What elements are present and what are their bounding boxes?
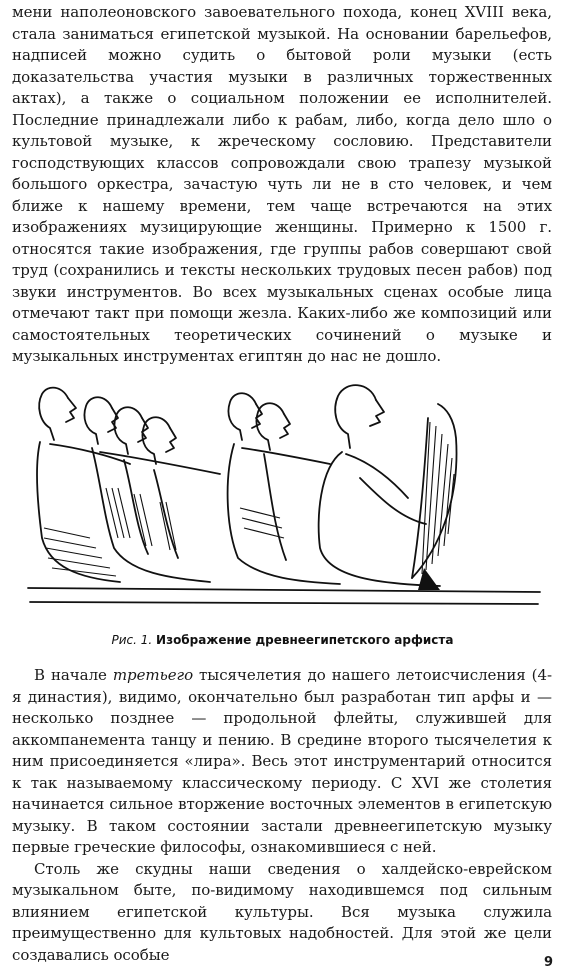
egyptian-harpist-illustration (20, 378, 550, 613)
text-block-bottom (12, 665, 552, 966)
figure-label: Рис. 1. (111, 633, 153, 647)
page-number: 9 (543, 955, 553, 970)
paragraph-2-after: тысячелетия до нашего летоисчисления (4-я династия), видимо, окончательно был разработан тип арфы и — несколько позднее — продольной флейты, служившей для аккомпанемента танцу и пению. В средине второго тысячелетия к ним присоединяется «лира». Весь этот инструментарий относится к так называемому классическому периоду. С XVI же столетия начинается сильное вторжение восточных элементов в египетскую музыку. В таком состоянии застали древнеегипетскую музыку первые греческие философы, ознакомившиеся с ней. (12, 666, 552, 856)
text-block-top (12, 2, 552, 368)
figure-title: Изображение древнеегипетского арфиста (156, 633, 454, 647)
figure-illustration (20, 378, 550, 613)
paragraph-2 (12, 665, 552, 859)
paragraph-2-before: В начале (34, 666, 113, 684)
paragraph-2-emphasis: третьего (112, 666, 194, 684)
figure-caption (0, 633, 565, 647)
paragraph-3: Столь же скудны наши сведения о халдейско-еврейском музыкальном быте, по-видимому находившемся под сильным влиянием египетской культуры. Вся музыка служила преимущественно для культовых надобностей. Для этой же цели создавались особые (12, 859, 552, 964)
paragraph-top: мени наполеоновского завоевательного похода, конец XVIII века, стала заниматься египетской музыкой. На основании барельефов, надписей можно судить о бытовой роли музыки (есть доказательства участия музыки в различных торжественных актах), а также о социальном положении ее исполнителей. Последние принадлежали либо к рабам, либо, когда дело шло о культовой музыке, к жреческому сословию. Представители господствующих классов сопровождали свою трапезу музыкой большого оркестра, зачастую чуть ли не в сто человек, и чем ближе к нашему времени, тем чаще встречаются на этих изображениях музицирующие женщины. Примерно к 1500 г. относятся такие изображения, где группы рабов совершают свой труд (сохранились и тексты нескольких трудовых песен рабов) под звуки инструментов. Во всех музыкальных сценах особые лица отмечают такт при помощи жезла. Каких-либо же композиций или самостоятельных теоретических сочинений о музыке и музыкальных инструментах египтян до нас не дошло. (12, 3, 552, 365)
